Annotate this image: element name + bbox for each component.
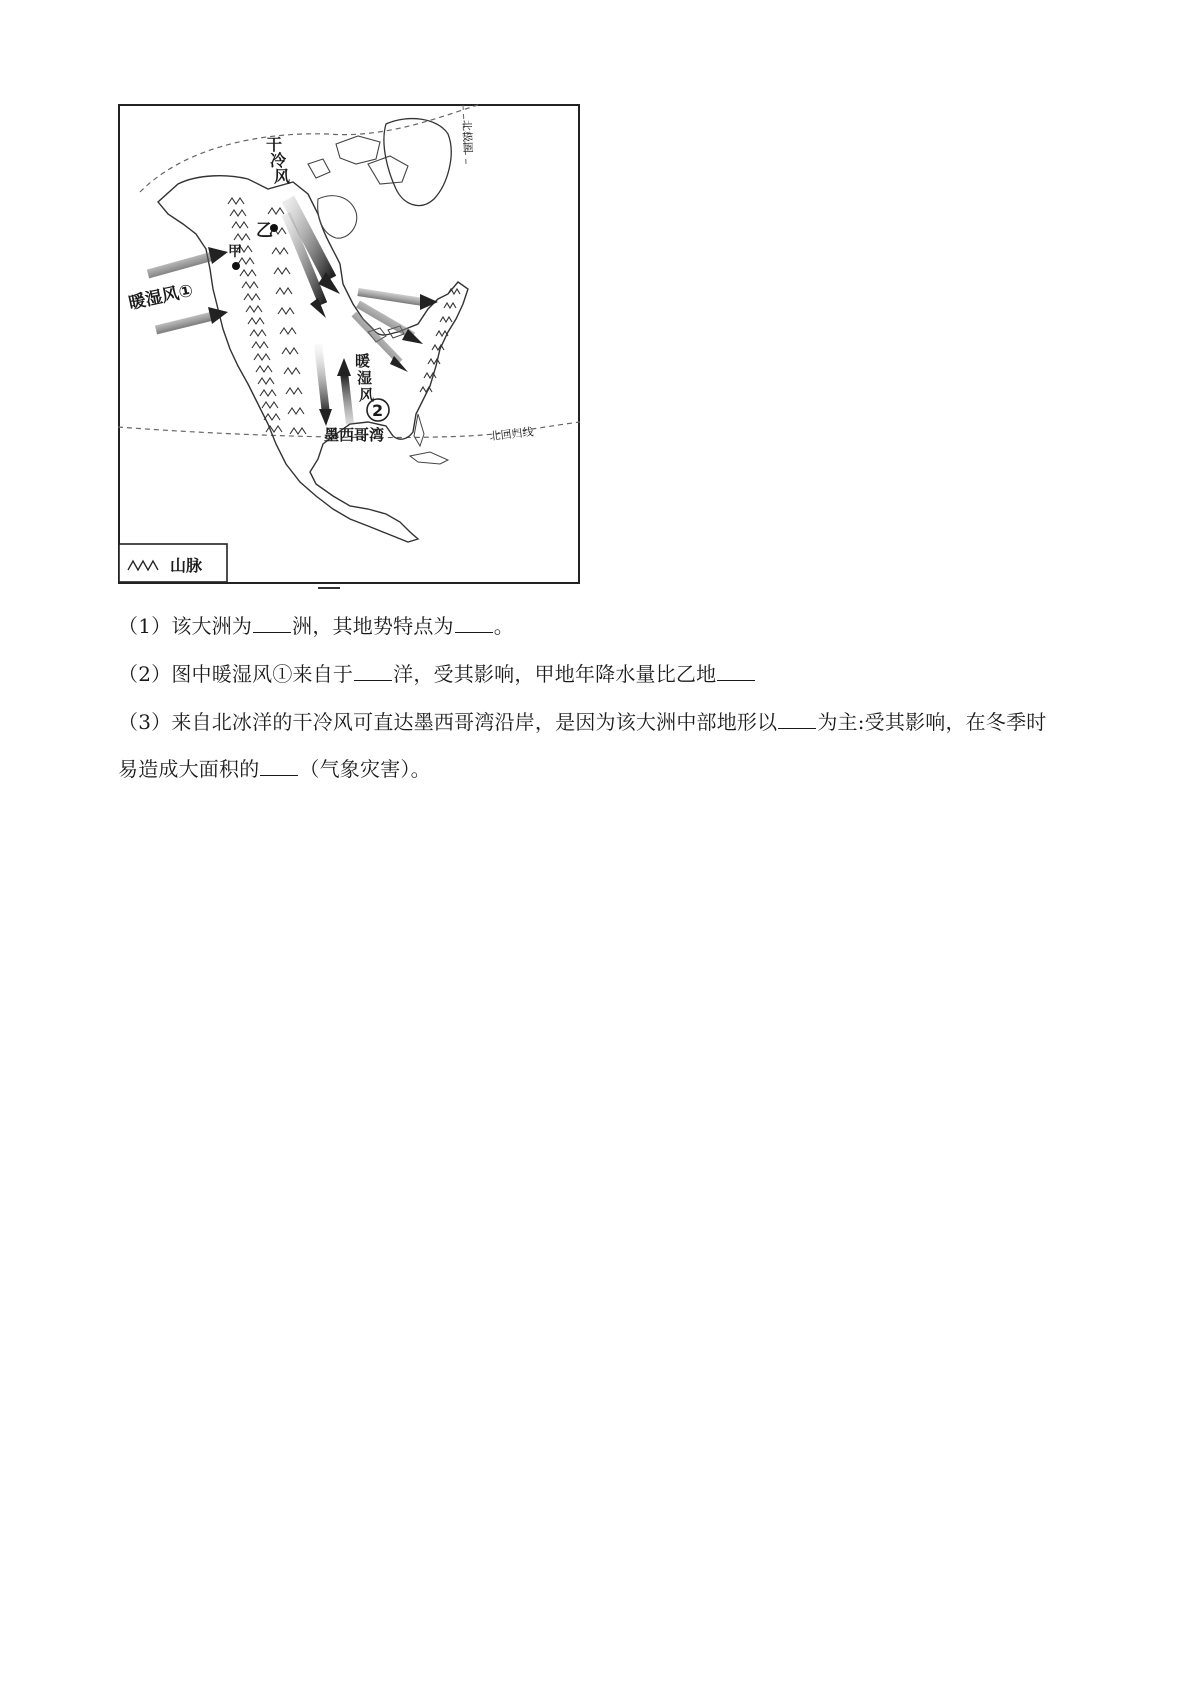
question-2-text-a: 图中暖湿风①来自于: [171, 662, 354, 686]
point-jia-dot: [232, 262, 240, 270]
figure-caption-mark: [318, 587, 340, 589]
answer-blank-landform[interactable]: [778, 708, 816, 729]
dry-cold-wind-char-2: 冷: [270, 151, 287, 170]
north-america-map-figure: [118, 104, 580, 584]
question-1: [118, 611, 514, 641]
question-1-text-b: 洲，其地势特点为: [292, 614, 454, 638]
svg-text:暖: 暖: [355, 352, 371, 370]
circle-2-label: 2: [372, 401, 384, 420]
tropic-label: 北回归线: [488, 425, 535, 443]
question-1-text-a: 该大洲为: [171, 614, 253, 638]
point-jia-label: 甲: [228, 244, 242, 260]
question-2: [118, 659, 756, 689]
question-3-text-d: （气象灾害）。: [299, 757, 431, 781]
svg-text:湿: 湿: [357, 369, 373, 387]
question-2-number: （2）: [118, 662, 172, 686]
answer-blank-disaster[interactable]: [260, 755, 298, 776]
question-1-text-c: 。: [493, 614, 514, 638]
question-2-text-b: 洋，受其影响，甲地年降水量比乙地: [393, 662, 717, 686]
point-yi-label: 乙: [256, 221, 273, 241]
answer-blank-ocean[interactable]: [354, 660, 392, 681]
answer-blank-precipitation[interactable]: [717, 660, 755, 681]
question-3-number: （3）: [118, 710, 172, 734]
dry-cold-wind-char-3: 风: [274, 167, 291, 186]
svg-text:风: 风: [359, 386, 375, 404]
dry-cold-wind-char-1: 干: [266, 135, 283, 154]
question-3-text-c: 易造成大面积的: [118, 757, 260, 781]
arctic-circle-label: 北极圈: [460, 119, 475, 154]
question-3-line-1: [118, 707, 1046, 737]
question-1-number: （1）: [118, 614, 172, 638]
question-3-text-b: 为主:受其影响，在冬季时: [817, 710, 1047, 734]
answer-blank-continent[interactable]: [253, 612, 291, 633]
legend-label: 山脉: [170, 556, 203, 575]
answer-blank-terrain[interactable]: [455, 612, 493, 633]
map-svg: [118, 104, 580, 584]
map-frame: [119, 105, 579, 583]
warm-wet-wind-1-label: 暖湿风①: [126, 280, 196, 314]
question-3-line-2: [118, 754, 431, 784]
question-3-text-a: 来自北冰洋的干冷风可直达墨西哥湾沿岸，是因为该大洲中部地形以: [171, 710, 778, 734]
gulf-label: 墨西哥湾: [324, 426, 385, 444]
